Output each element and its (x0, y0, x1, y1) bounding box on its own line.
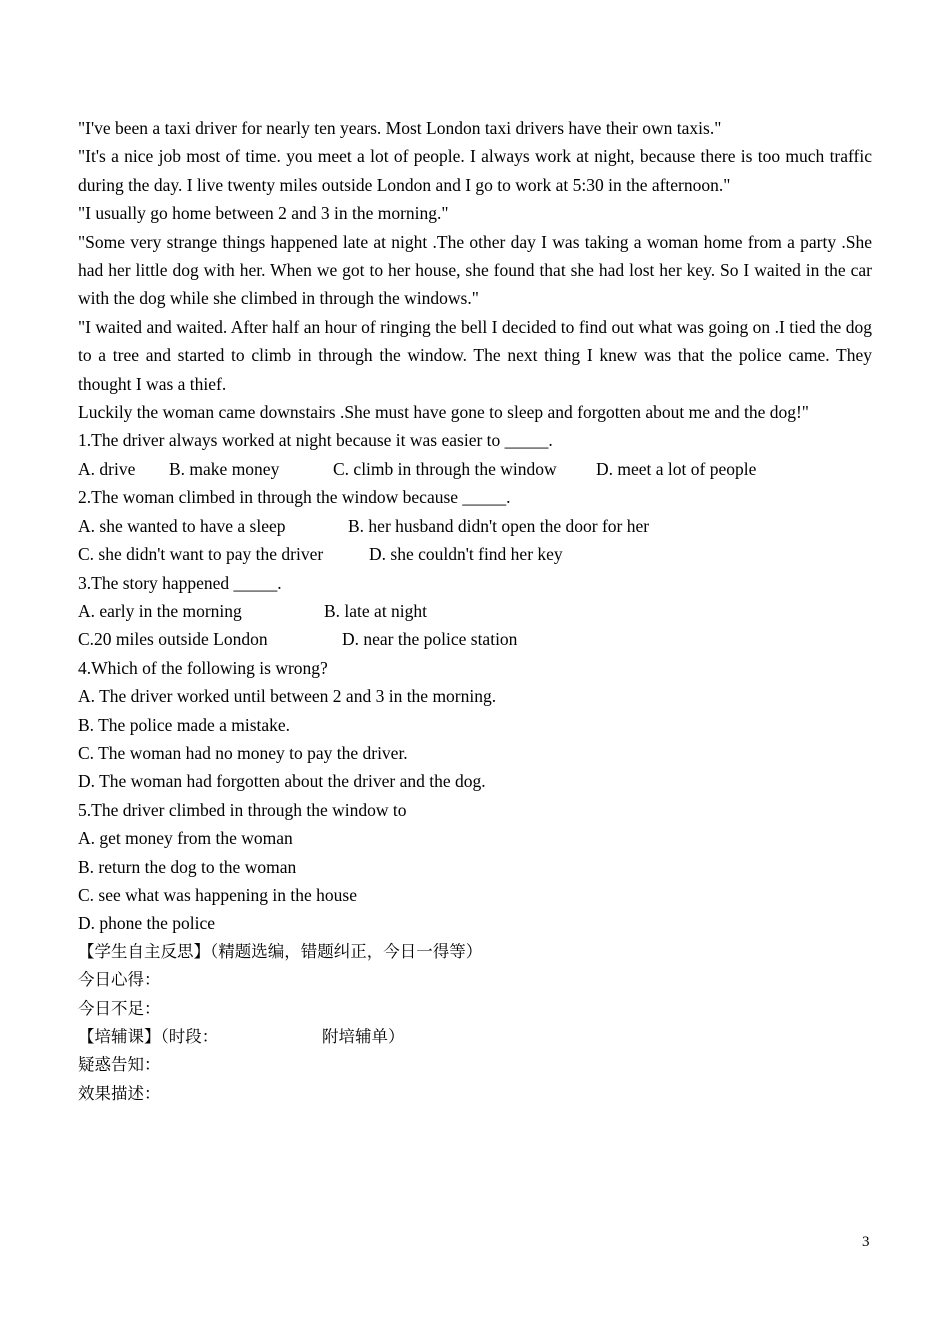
tutoring-section (78, 1023, 872, 1108)
question-stem: 3.The story happened _____. (78, 572, 282, 593)
question-2 (78, 483, 872, 568)
option-a: A. early in the morning (78, 600, 242, 621)
document-page (78, 114, 872, 1108)
option-b: B. her husband didn't open the door for her (348, 515, 650, 536)
option-c: C. she didn't want to pay the driver (78, 544, 324, 565)
passage-paragraph: "It's a nice job most of time. you meet a lot of people. I always work at night, because there is too much traffic during the day. I live twenty miles outside London and I go to work at 5:30 in the afternoon." (78, 146, 872, 195)
tutoring-doubts-field: 疑惑告知： (78, 1055, 161, 1075)
tutoring-heading (78, 1023, 872, 1051)
option-a: A. drive (78, 458, 136, 479)
option-c: C. The woman had no money to pay the driver. (78, 742, 408, 763)
reflection-heading: 【学生自主反思】（精题选编，错题纠正，今日一得等） (78, 941, 483, 961)
tutoring-heading-left: 【培辅课】（时段： (78, 1027, 219, 1046)
option-row (78, 625, 872, 653)
tutoring-heading-right: 附培辅单） (322, 1027, 405, 1046)
question-5 (78, 796, 872, 938)
question-stem: 4.Which of the following is wrong? (78, 657, 328, 678)
reflection-shortfall-field: 今日不足： (78, 998, 161, 1018)
option-d: D. phone the police (78, 913, 216, 934)
question-stem: 5.The driver climbed in through the window to (78, 799, 407, 820)
option-b: B. late at night (324, 600, 428, 621)
passage-paragraph: "Some very strange things happened late at night .The other day I was taking a woman home from a party .She had her little dog with her. When we got to her house, she found that she had lost her key. So I waited in the car with the dog while she climbed in through the windows." (78, 231, 872, 309)
question-3 (78, 569, 872, 654)
passage-paragraph: Luckily the woman came downstairs .She must have gone to sleep and forgotten about me and the dog!" (78, 402, 809, 423)
option-a: A. get money from the woman (78, 828, 293, 849)
passage-paragraph: "I usually go home between 2 and 3 in the morning." (78, 203, 449, 224)
option-b: B. The police made a mistake. (78, 714, 291, 735)
question-4 (78, 654, 872, 796)
option-c: C.20 miles outside London (78, 629, 268, 650)
reflection-gain-field: 今日心得： (78, 970, 161, 990)
passage-paragraph: "I waited and waited. After half an hour of ringing the bell I decided to find out what was going on .I tied the dog to a tree and started to climb in through the window. The next thing I knew was that the police came. They thought I was a thief. (78, 316, 872, 394)
option-b: B. return the dog to the woman (78, 856, 297, 877)
option-b: B. make money (169, 458, 280, 479)
option-d: D. meet a lot of people (596, 458, 757, 479)
option-d: D. near the police station (342, 629, 518, 650)
option-d: D. The woman had forgotten about the driver and the dog. (78, 771, 486, 792)
passage-paragraph: "I've been a taxi driver for nearly ten years. Most London taxi drivers have their own taxis." (78, 118, 722, 138)
question-stem: 1.The driver always worked at night because it was easier to _____. (78, 430, 553, 451)
reading-passage (78, 114, 872, 426)
option-a: A. she wanted to have a sleep (78, 515, 286, 536)
option-a: A. The driver worked until between 2 and 3 in the morning. (78, 686, 497, 707)
option-d: D. she couldn't find her key (369, 544, 563, 565)
tutoring-effect-field: 效果描述： (78, 1083, 161, 1103)
page-number: 3 (862, 1234, 870, 1250)
option-c: C. climb in through the window (333, 458, 557, 479)
option-row (78, 597, 872, 625)
question-stem: 2.The woman climbed in through the window because _____. (78, 487, 511, 508)
option-row (78, 512, 872, 540)
reflection-section (78, 938, 872, 1023)
option-row (78, 540, 872, 568)
option-c: C. see what was happening in the house (78, 884, 357, 905)
option-row (78, 455, 872, 483)
question-1 (78, 426, 872, 483)
